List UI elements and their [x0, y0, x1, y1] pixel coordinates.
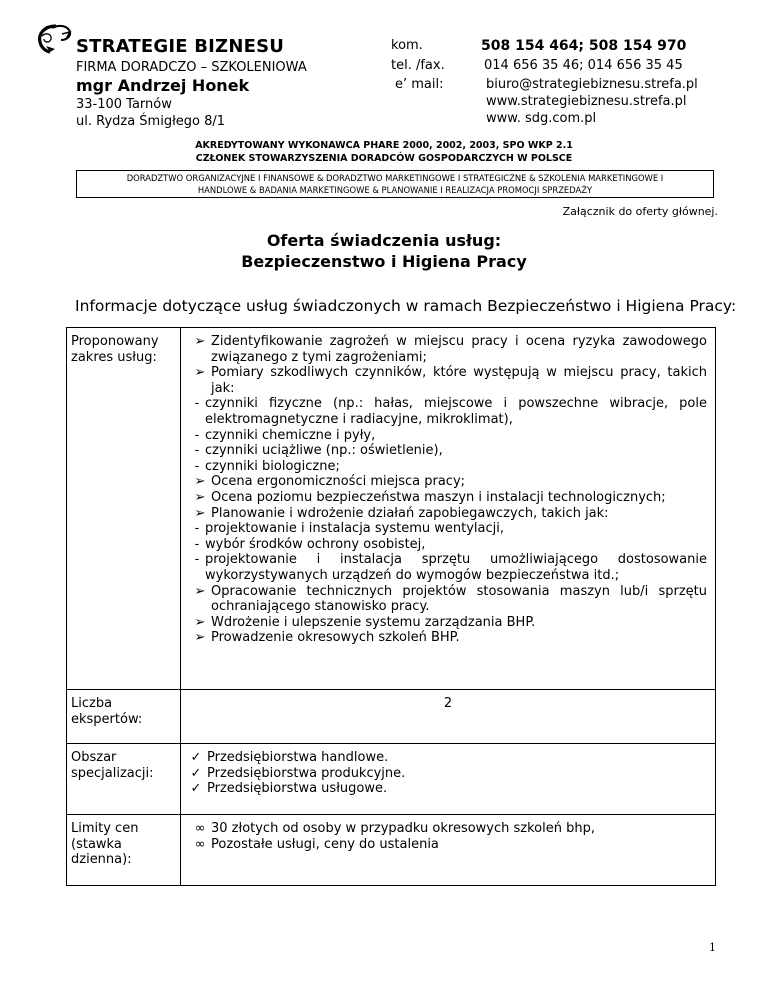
list-item — [189, 396, 707, 427]
bullet-marker: ➢ — [194, 334, 206, 349]
company-logo-icon — [34, 22, 74, 56]
bullet-marker: ∞ — [194, 836, 206, 852]
list-item — [189, 490, 707, 506]
accreditation-line-2: CZŁONEK STOWARZYSZENIA DORADCÓW GOSPODARCZYCH W POLSCE — [195, 153, 573, 164]
mobile-value: 508 154 464; 508 154 970 — [481, 38, 687, 54]
mobile-label: kom. — [391, 38, 423, 53]
phone-value: 014 656 35 46; 014 656 35 45 — [484, 58, 683, 73]
scope-row — [67, 328, 716, 690]
price-list — [189, 821, 707, 852]
list-item — [185, 750, 707, 766]
list-item — [189, 821, 707, 837]
list-item-text: Opracowanie technicznych projektów stosowania maszyn lub/i sprzętu ochraniającego stanowisko pracy. — [211, 583, 707, 615]
specialization-row — [67, 744, 716, 815]
list-item-text: Przedsiębiorstwa handlowe. — [207, 750, 389, 765]
list-item — [189, 459, 707, 475]
bullet-marker: ✓ — [190, 781, 202, 797]
experts-label: Liczba ekspertów: — [67, 690, 181, 744]
specialization-label: Obszar specjalizacji: — [67, 744, 181, 815]
list-item-text: Pozostałe usługi, ceny do ustalenia — [211, 836, 439, 852]
list-item — [189, 537, 707, 553]
list-item-text: czynniki biologiczne; — [205, 458, 340, 474]
company-name: STRATEGIE BIZNESU — [76, 36, 285, 57]
price-label: Limity cen (stawka dzienna): — [67, 815, 181, 886]
company-person: mgr Andrzej Honek — [76, 76, 250, 95]
bullet-marker: - — [194, 396, 200, 412]
specialization-content — [181, 744, 716, 815]
list-item-text: Przedsiębiorstwa usługowe. — [207, 781, 388, 797]
bullet-marker: ➢ — [194, 583, 206, 599]
list-item-text: Ocena ergonomiczności miejsca pracy; — [211, 474, 466, 490]
bullet-marker: - — [194, 521, 200, 537]
experts-row — [67, 690, 716, 744]
scope-label: Proponowany zakres usług: — [67, 328, 181, 690]
bullet-marker: ➢ — [194, 474, 206, 490]
list-item — [189, 443, 707, 459]
list-item-text: Zidentyfikowanie zagrożeń w miejscu pracy i ocena ryzyka zawodowego związanego z tymi zagrożeniami; — [211, 334, 707, 365]
scope-list — [189, 334, 707, 646]
bullet-marker: ➢ — [194, 365, 206, 381]
bullet-marker: - — [194, 536, 200, 552]
list-item — [189, 615, 707, 631]
phone-label: tel. /fax. — [391, 58, 445, 73]
list-item — [189, 506, 707, 522]
list-item-text: Planowanie i wdrożenie działań zapobiegawczych, takich jak: — [211, 505, 609, 521]
website-link-1[interactable]: www.strategiebiznesu.strefa.pl — [486, 94, 687, 109]
services-box — [76, 170, 714, 198]
page-title-line-1: Oferta świadczenia usług: — [266, 231, 502, 250]
list-item — [189, 837, 707, 853]
bullet-marker: ∞ — [194, 821, 206, 836]
experts-value: 2 — [181, 690, 716, 744]
list-item-text: Wdrożenie i ulepszenie systemu zarządzania BHP. — [211, 614, 536, 630]
list-item-text: projektowanie i instalacja sprzętu umożliwiającego dostosowanie wykorzystywanych urządzeń do wymogów bezpieczeństwa itd.; — [205, 552, 707, 583]
bullet-marker: ➢ — [194, 489, 206, 505]
bullet-marker: - — [194, 458, 200, 474]
list-item-text: czynniki chemiczne i pyły, — [205, 427, 376, 443]
list-item — [189, 428, 707, 444]
bullet-marker: - — [194, 552, 200, 568]
list-item — [189, 474, 707, 490]
address-line-1: 33-100 Tarnów — [76, 97, 172, 112]
list-item-text: czynniki uciążliwe (np.: oświetlenie), — [205, 443, 443, 459]
address-line-2: ul. Rydza Śmigłego 8/1 — [76, 114, 226, 129]
intro-text: Informacje dotyczące usług świadczonych w ramach Bezpieczeństwo i Higiena Pracy: — [75, 297, 737, 315]
services-line-2: HANDLOWE & BADANIA MARKETINGOWE & PLANOWANIE I REALIZACJA PROMOCJI SPRZEDAŻY — [197, 185, 593, 195]
bullet-marker: ➢ — [194, 614, 206, 630]
bullet-marker: - — [194, 427, 200, 443]
price-content — [181, 815, 716, 886]
bullet-marker: ➢ — [194, 630, 206, 646]
accreditation-line-1: AKREDYTOWANY WYKONAWCA PHARE 2000, 2002, 2003, SPO WKP 2.1 — [195, 140, 573, 151]
website-link-2[interactable]: www. sdg.com.pl — [486, 111, 597, 126]
bullet-marker: ➢ — [194, 505, 206, 521]
bullet-marker: ✓ — [190, 765, 202, 781]
list-item-text: 30 złotych od osoby w przypadku okresowych szkoleń bhp, — [211, 821, 595, 836]
bullet-marker: ✓ — [190, 750, 202, 765]
company-type: FIRMA DORADCZO – SZKOLENIOWA — [76, 60, 307, 75]
list-item-text: wybór środków ochrony osobistej, — [205, 536, 426, 552]
list-item-text: czynniki fizyczne (np.: hałas, miejscowe i powszechne wibracje, pole elektromagnetyczne i radiacyjne, mikroklimat), — [205, 396, 707, 427]
list-item-text: Przedsiębiorstwa produkcyjne. — [207, 765, 406, 781]
specialization-list — [185, 750, 707, 797]
scope-content — [181, 328, 716, 690]
services-line-1: DORADZTWO ORGANIZACYJNE I FINANSOWE & DORADZTWO MARKETINGOWE I STRATEGICZNE & SZKOLENIA MARKETINGOWE I — [126, 173, 664, 183]
list-item — [189, 630, 707, 646]
bullet-marker: - — [194, 443, 200, 459]
attachment-note: Załącznik do oferty głównej. — [562, 205, 718, 218]
page-number: 1 — [709, 941, 716, 954]
list-item-text: Ocena poziomu bezpieczeństwa maszyn i instalacji technologicznych; — [211, 489, 666, 505]
list-item — [189, 334, 707, 365]
list-item-text: Prowadzenie okresowych szkoleń BHP. — [211, 630, 460, 646]
email-value[interactable]: biuro@strategiebiznesu.strefa.pl — [486, 77, 698, 92]
list-item-text: projektowanie i instalacja systemu wentylacji, — [205, 521, 505, 537]
offer-table — [66, 327, 716, 886]
list-item — [189, 365, 707, 396]
list-item — [185, 781, 707, 797]
page-title-line-2: Bezpieczenstwo i Higiena Pracy — [241, 252, 527, 271]
list-item — [189, 521, 707, 537]
list-item-text: Pomiary szkodliwych czynników, które występują w miejscu pracy, takich jak: — [211, 365, 707, 396]
list-item — [185, 766, 707, 782]
list-item — [189, 552, 707, 583]
list-item — [189, 584, 707, 615]
price-row — [67, 815, 716, 886]
email-label: e’ mail: — [395, 77, 444, 92]
